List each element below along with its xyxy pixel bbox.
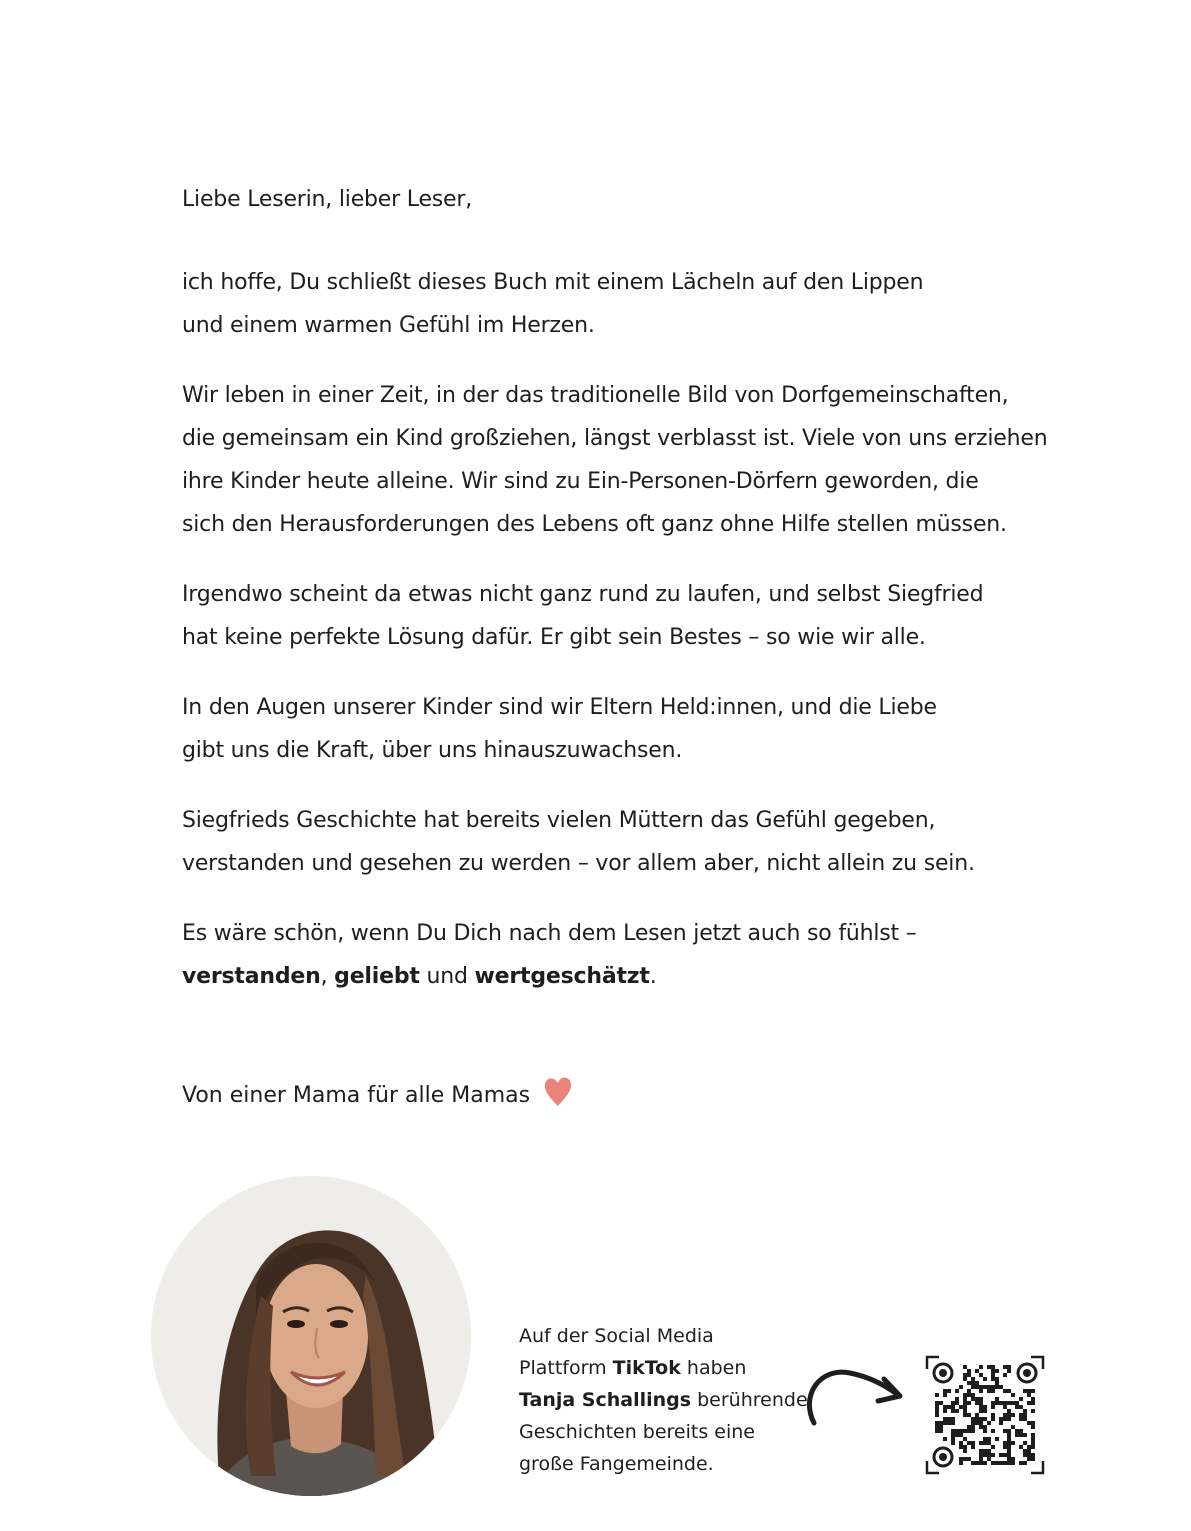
qr-module [963,1401,967,1405]
qr-module [995,1401,999,1405]
qr-module [963,1377,967,1381]
qr-module [983,1425,987,1429]
qr-module [1007,1449,1011,1453]
qr-module [1007,1429,1011,1433]
qr-module [963,1393,967,1397]
qr-module [975,1461,979,1465]
qr-module [959,1429,963,1433]
caption-text: Plattform [519,1357,613,1379]
qr-module [983,1461,987,1465]
qr-module [995,1437,999,1441]
qr-module [975,1381,979,1385]
text-line: Irgendwo scheint da etwas nicht ganz rund zu laufen, und selbst Siegfried [182,582,984,607]
qr-module [991,1369,995,1373]
qr-module [967,1413,971,1417]
letter-body [182,178,1062,1025]
qr-module [943,1409,947,1413]
qr-module [1003,1373,1007,1377]
qr-module [975,1397,979,1401]
qr-module [983,1449,987,1453]
qr-module [951,1409,955,1413]
qr-module [991,1429,995,1433]
qr-module [935,1409,939,1413]
qr-module [1031,1409,1035,1413]
qr-module [979,1441,983,1445]
qr-module [995,1461,999,1465]
qr-module [951,1421,955,1425]
qr-module [967,1441,971,1445]
qr-module [935,1413,939,1417]
text-line: verstanden und gesehen zu werden – vor allem aber, nicht allein zu sein. [182,851,975,876]
qr-module [1031,1389,1035,1393]
qr-module [1031,1397,1035,1401]
heart-icon [543,1075,573,1109]
qr-module [999,1417,1003,1421]
qr-module [951,1433,955,1437]
qr-module [967,1457,971,1461]
emphasis-geliebt: geliebt [334,964,420,989]
qr-module [983,1409,987,1413]
tiktok-label: TikTok [612,1357,681,1379]
qr-module [1019,1405,1023,1409]
caption-text: berührende [691,1389,808,1411]
qr-module [987,1457,991,1461]
qr-module [975,1385,979,1389]
qr-module [995,1397,999,1401]
caption-line [519,1352,809,1384]
qr-module [1003,1453,1007,1457]
qr-module [979,1401,983,1405]
qr-module [983,1405,987,1409]
text-line: Es wäre schön, wenn Du Dich nach dem Lesen jetzt auch so fühlst – [182,921,917,946]
qr-module [971,1425,975,1429]
qr-module [991,1461,995,1465]
separator: , [320,964,335,989]
qr-module [975,1369,979,1373]
qr-module [1031,1401,1035,1405]
qr-module [1019,1445,1023,1449]
qr-module [983,1441,987,1445]
qr-module [963,1409,967,1413]
qr-module [939,1421,943,1425]
qr-module [963,1413,967,1417]
qr-module [971,1461,975,1465]
qr-module [991,1417,995,1421]
qr-module [939,1425,943,1429]
qr-module [943,1421,947,1425]
qr-module [971,1441,975,1445]
qr-module [979,1417,983,1421]
qr-module [995,1385,999,1389]
qr-module [935,1401,939,1405]
qr-module [987,1389,991,1393]
qr-module [967,1393,971,1397]
qr-module [1007,1413,1011,1417]
qr-module [1003,1461,1007,1465]
qr-module [1031,1433,1035,1437]
qr-module [971,1417,975,1421]
qr-module [1007,1453,1011,1457]
qr-module [987,1421,991,1425]
qr-module [991,1365,995,1369]
qr-module [1007,1437,1011,1441]
qr-module [1003,1389,1007,1393]
qr-module [979,1425,983,1429]
qr-module [947,1417,951,1421]
qr-module [987,1385,991,1389]
text-line: hat keine perfekte Lösung dafür. Er gibt sein Bestes – so wie wir alle. [182,625,926,650]
qr-module [987,1449,991,1453]
qr-module [987,1453,991,1457]
text-line: In den Augen unserer Kinder sind wir Eltern Held:innen, und die Liebe [182,695,937,720]
qr-module [955,1429,959,1433]
qr-module [971,1429,975,1433]
qr-module [1011,1413,1015,1417]
letter-greeting: Liebe Leserin, lieber Leser, [182,187,473,212]
qr-module [1027,1449,1031,1453]
qr-module [1011,1393,1015,1397]
qr-module [991,1413,995,1417]
qr-module [1015,1433,1019,1437]
qr-module [995,1369,999,1373]
emphasis-verstanden: verstanden [182,964,321,989]
qr-module [979,1405,983,1409]
qr-module [1023,1453,1027,1457]
qr-module [991,1373,995,1377]
qr-module [967,1381,971,1385]
qr-module [971,1385,975,1389]
qr-module [983,1437,987,1441]
separator: und [419,964,475,989]
qr-module [939,1429,943,1433]
qr-module [1027,1457,1031,1461]
portrait-illustration [151,1176,471,1496]
qr-module [995,1381,999,1385]
qr-module [983,1453,987,1457]
qr-module [1023,1413,1027,1417]
social-media-caption [519,1320,809,1480]
qr-module [959,1445,963,1449]
qr-module [1011,1461,1015,1465]
qr-module [999,1421,1003,1425]
paragraph-1 [182,261,1062,347]
text-line [182,955,1062,998]
qr-module [979,1457,983,1461]
qr-module [975,1401,979,1405]
qr-module [1003,1445,1007,1449]
qr-module [979,1385,983,1389]
qr-module [1023,1449,1027,1453]
qr-module [1003,1417,1007,1421]
paragraph-5 [182,799,1062,885]
qr-module [1003,1441,1007,1445]
qr-module [967,1373,971,1377]
qr-module [947,1421,951,1425]
qr-module [1031,1457,1035,1461]
qr-module [987,1437,991,1441]
qr-module [1031,1425,1035,1429]
qr-module [959,1385,963,1389]
qr-module [967,1369,971,1373]
qr-module [1003,1413,1007,1417]
author-portrait [151,1176,471,1496]
qr-module [1019,1413,1023,1417]
qr-module [1031,1453,1035,1457]
qr-module [1007,1433,1011,1437]
qr-module [1015,1405,1019,1409]
qr-module [983,1429,987,1433]
qr-module [959,1405,963,1409]
qr-module [1007,1457,1011,1461]
qr-module [1011,1441,1015,1445]
text-line: Siegfrieds Geschichte hat bereits vielen Müttern das Gefühl gegeben, [182,808,936,833]
qr-module [991,1401,995,1405]
qr-module [979,1389,983,1393]
qr-module [987,1441,991,1445]
qr-module [939,1401,943,1405]
text-line: ich hoffe, Du schließt dieses Buch mit einem Lächeln auf den Lippen [182,270,924,295]
qr-module [983,1377,987,1381]
text-line: gibt uns die Kraft, über uns hinauszuwachsen. [182,738,683,763]
qr-code[interactable] [925,1355,1045,1475]
qr-module [1007,1409,1011,1413]
qr-module [967,1389,971,1393]
qr-module [975,1413,979,1417]
qr-module [1019,1461,1023,1465]
qr-module [1011,1401,1015,1405]
qr-module [1031,1441,1035,1445]
qr-module [955,1433,959,1437]
qr-module [1027,1393,1031,1397]
qr-module [935,1429,939,1433]
text-line: die gemeinsam ein Kind großziehen, längst verblasst ist. Viele von uns erziehen [182,426,1048,451]
qr-module [979,1453,983,1457]
caption-line: große Fangemeinde. [519,1453,714,1475]
qr-module [1019,1397,1023,1401]
qr-module [967,1425,971,1429]
qr-module [959,1457,963,1461]
qr-module [963,1449,967,1453]
qr-module [955,1409,959,1413]
text-line: ihre Kinder heute alleine. Wir sind zu Ein-Personen-Dörfern geworden, die [182,469,979,494]
qr-module [979,1449,983,1453]
qr-module [971,1421,975,1425]
qr-module [959,1461,963,1465]
caption-line [519,1384,809,1416]
qr-module [1027,1445,1031,1449]
author-name: Tanja Schallings [519,1389,692,1411]
qr-module [963,1397,967,1401]
qr-module [1007,1365,1011,1369]
qr-module [979,1373,983,1377]
qr-module [967,1429,971,1433]
qr-module [959,1433,963,1437]
qr-module [1019,1433,1023,1437]
qr-module [951,1401,955,1405]
qr-module [1007,1417,1011,1421]
qr-module [955,1401,959,1405]
qr-module [935,1421,939,1425]
qr-module [1023,1389,1027,1393]
qr-module [943,1417,947,1421]
caption-line: Geschichten bereits eine [519,1421,755,1443]
curved-arrow-icon [800,1355,910,1430]
qr-module [959,1441,963,1445]
qr-module [971,1393,975,1397]
qr-module [1007,1445,1011,1449]
qr-module [1023,1441,1027,1445]
qr-module [947,1389,951,1393]
qr-module [991,1445,995,1449]
qr-module [1003,1429,1007,1433]
paragraph-2 [182,374,1062,546]
period: . [649,964,657,989]
qr-module [983,1417,987,1421]
qr-module [1019,1429,1023,1433]
caption-text: haben [680,1357,747,1379]
caption-line: Auf der Social Media [519,1325,714,1347]
qr-module [951,1437,955,1441]
qr-module [979,1365,983,1369]
qr-module [1027,1453,1031,1457]
qr-module [963,1437,967,1441]
qr-module [1007,1441,1011,1445]
qr-module [1015,1401,1019,1405]
qr-module [999,1385,1003,1389]
qr-module [963,1365,967,1369]
qr-module [1011,1425,1015,1429]
qr-module [943,1405,947,1409]
qr-module [979,1409,983,1413]
text-line: und einem warmen Gefühl im Herzen. [182,313,595,338]
qr-module [963,1405,967,1409]
text-line: sich den Herausforderungen des Lebens oft ganz ohne Hilfe stellen müssen. [182,512,1007,537]
qr-module [971,1445,975,1449]
paragraph-3 [182,573,1062,659]
qr-module [1003,1405,1007,1409]
qr-module [975,1417,979,1421]
qr-module [963,1429,967,1433]
qr-module [1023,1409,1027,1413]
qr-module [1019,1417,1023,1421]
qr-module [947,1405,951,1409]
qr-module [1003,1365,1007,1369]
qr-module [991,1405,995,1409]
qr-module [955,1389,959,1393]
qr-module [1007,1369,1011,1373]
qr-module [951,1441,955,1445]
qr-module [963,1373,967,1377]
qr-module [971,1377,975,1381]
emphasis-wertgeschaetzt: wertgeschätzt [474,964,650,989]
paragraph-6 [182,912,1062,998]
qr-module [943,1393,947,1397]
qr-module [999,1453,1003,1457]
qr-module [1023,1417,1027,1421]
qr-module [951,1405,955,1409]
qr-module [987,1365,991,1369]
qr-module [951,1429,955,1433]
qr-module [935,1425,939,1429]
qr-module [1027,1401,1031,1405]
paragraph-4 [182,686,1062,772]
qr-module [935,1405,939,1409]
text-line: Wir leben in einer Zeit, in der das traditionelle Bild von Dorfgemeinschaften, [182,383,1009,408]
qr-module [967,1401,971,1405]
signoff [182,1074,573,1117]
qr-module [991,1385,995,1389]
qr-module [999,1401,1003,1405]
qr-module [1007,1401,1011,1405]
qr-module [1011,1457,1015,1461]
qr-module [1031,1437,1035,1441]
qr-module [999,1461,1003,1465]
qr-module [995,1377,999,1381]
qr-module [943,1437,947,1441]
qr-module [1031,1445,1035,1449]
qr-module [951,1417,955,1421]
qr-module [1003,1401,1007,1405]
qr-module [1031,1421,1035,1425]
qr-module [971,1381,975,1385]
qr-module [1027,1389,1031,1393]
qr-module [979,1421,983,1425]
qr-module [991,1389,995,1393]
qr-module [963,1445,967,1449]
qr-module [1023,1461,1027,1465]
qr-module [975,1421,979,1425]
qr-module [1023,1433,1027,1437]
qr-module [963,1457,967,1461]
qr-module [955,1397,959,1401]
qr-module [1007,1389,1011,1393]
qr-module [1015,1429,1019,1433]
qr-module [983,1385,987,1389]
qr-module [943,1389,947,1393]
qr-module [979,1397,983,1401]
qr-module [979,1461,983,1465]
qr-module [1027,1421,1031,1425]
qr-module [971,1397,975,1401]
signoff-text: Von einer Mama für alle Mamas [182,1083,531,1108]
qr-module [935,1393,939,1397]
qr-module [991,1453,995,1457]
qr-module [991,1377,995,1381]
qr-module [1007,1461,1011,1465]
